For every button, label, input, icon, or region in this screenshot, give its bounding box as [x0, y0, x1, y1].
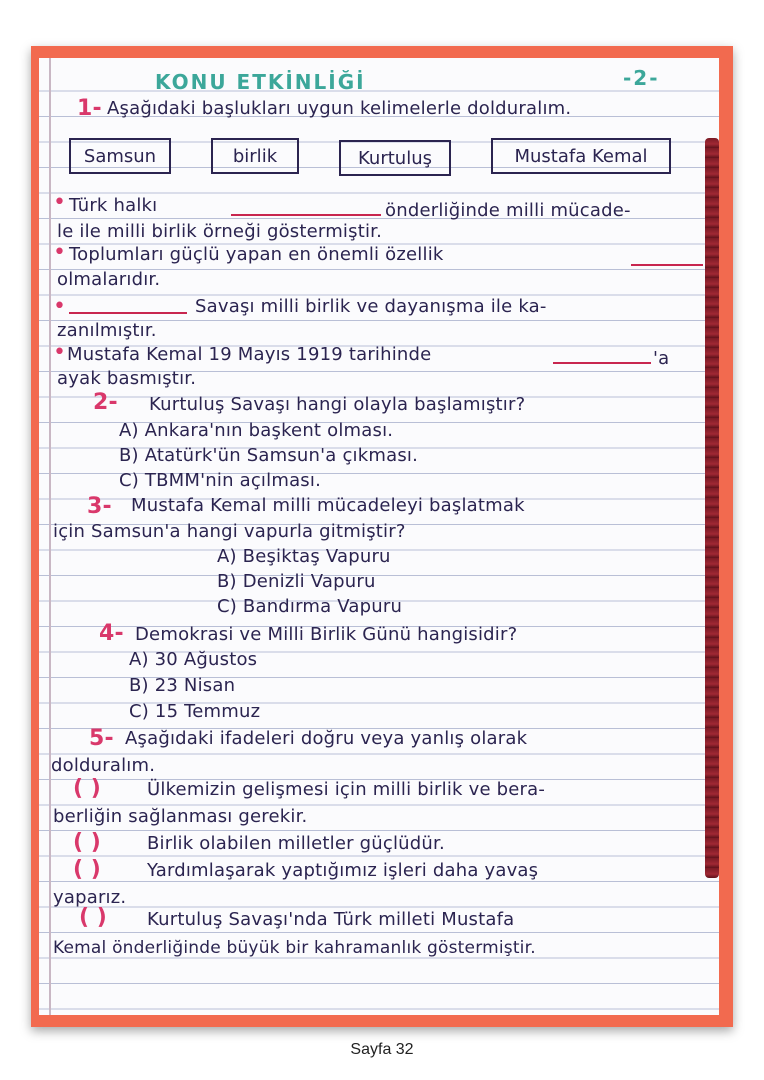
q1-sentence4-end: ayak basmıştır. [57, 368, 197, 389]
q1-sentence1-end: önderliğinde milli mücade- [385, 200, 631, 221]
fill-blank-1[interactable] [231, 214, 381, 216]
q3-prompt-line1: Mustafa Kemal milli mücadeleyi başlatmak [131, 495, 525, 516]
word-box-kurtulus: Kurtuluş [339, 140, 451, 176]
bullet-3: • [53, 294, 67, 319]
fill-blank-2[interactable] [631, 264, 703, 266]
q2-number: 2- [93, 390, 118, 415]
q2-prompt: Kurtuluş Savaşı hangi olayla başlamıştır? [149, 394, 526, 415]
q2-option-c: C) TBMM'nin açılması. [119, 470, 321, 491]
q4-number: 4- [99, 621, 124, 646]
q1-sentence1-cont: le ile milli birlik örneği göstermiştir. [57, 221, 383, 242]
word-box-samsun: Samsun [69, 138, 171, 174]
answer-paren-4[interactable]: ( ) [79, 905, 107, 930]
q3-prompt-line2: için Samsun'a hangi vapurla gitmiştir? [53, 521, 406, 542]
q3-number: 3- [87, 494, 112, 519]
q4-prompt: Demokrasi ve Milli Birlik Günü hangisidir? [135, 624, 518, 645]
notebook-page [39, 58, 719, 1015]
bullet-4: • [53, 340, 67, 365]
fill-blank-3[interactable] [69, 312, 187, 314]
q1-number: 1- [77, 96, 102, 121]
q4-option-b: B) 23 Nisan [129, 675, 236, 696]
answer-paren-3[interactable]: ( ) [73, 857, 101, 882]
q1-sentence2-end: olmalarıdır. [57, 269, 161, 290]
q5-item3-line1: Yardımlaşarak yaptığımız işleri daha yavaş [147, 860, 539, 881]
q1-sentence4-suffix: 'a [653, 348, 670, 369]
answer-paren-1[interactable]: ( ) [73, 776, 101, 801]
q1-sentence2-start: Toplumları güçlü yapan en önemli özellik [69, 244, 444, 265]
q1-sentence1-start: Türk halkı [69, 195, 158, 216]
q2-option-a: A) Ankara'nın başkent olması. [119, 420, 394, 441]
q5-prompt-line1: Aşağıdaki ifadeleri doğru veya yanlış olarak [125, 728, 528, 749]
q5-item1-line2: berliğin sağlanması gerekir. [53, 806, 308, 827]
worksheet-title: KONU ETKİNLİĞİ [155, 70, 366, 94]
fill-blank-4[interactable] [553, 362, 651, 364]
q5-item2: Birlik olabilen milletler güçlüdür. [147, 833, 445, 854]
q2-option-b: B) Atatürk'ün Samsun'a çıkması. [119, 445, 419, 466]
q4-option-a: A) 30 Ağustos [129, 649, 258, 670]
page-label: -2- [623, 66, 660, 90]
word-box-mustafa-kemal: Mustafa Kemal [491, 138, 671, 174]
q1-sentence3-start: Savaşı milli birlik ve dayanışma ile ka- [195, 296, 547, 317]
q1-sentence3-end: zanılmıştır. [57, 320, 157, 341]
q5-item4-line2: Kemal önderliğinde büyük bir kahramanlık göstermiştir. [53, 938, 536, 958]
q5-prompt-line2: dolduralım. [51, 755, 156, 776]
q5-item3-line2: yaparız. [53, 887, 127, 908]
margin-line [49, 58, 51, 1015]
q5-item4-line1: Kurtuluş Savaşı'nda Türk milleti Mustafa [147, 909, 515, 930]
q3-option-b: B) Denizli Vapuru [217, 571, 376, 592]
q4-option-c: C) 15 Temmuz [129, 701, 261, 722]
q3-option-c: C) Bandırma Vapuru [217, 596, 403, 617]
notebook-binding [705, 138, 719, 878]
word-box-birlik: birlik [211, 138, 299, 174]
q5-item1-line1: Ülkemizin gelişmesi için milli birlik ve bera- [147, 779, 546, 800]
q1-sentence4-start: Mustafa Kemal 19 Mayıs 1919 tarihinde [67, 344, 432, 365]
answer-paren-2[interactable]: ( ) [73, 830, 101, 855]
page-footer: Sayfa 32 [350, 1041, 414, 1058]
q5-number: 5- [89, 726, 114, 751]
bullet-1: • [53, 190, 67, 215]
q3-option-a: A) Beşiktaş Vapuru [217, 546, 391, 567]
q1-prompt: Aşağıdaki başlukları uygun kelimelerle dolduralım. [107, 98, 572, 119]
bullet-2: • [53, 240, 67, 265]
